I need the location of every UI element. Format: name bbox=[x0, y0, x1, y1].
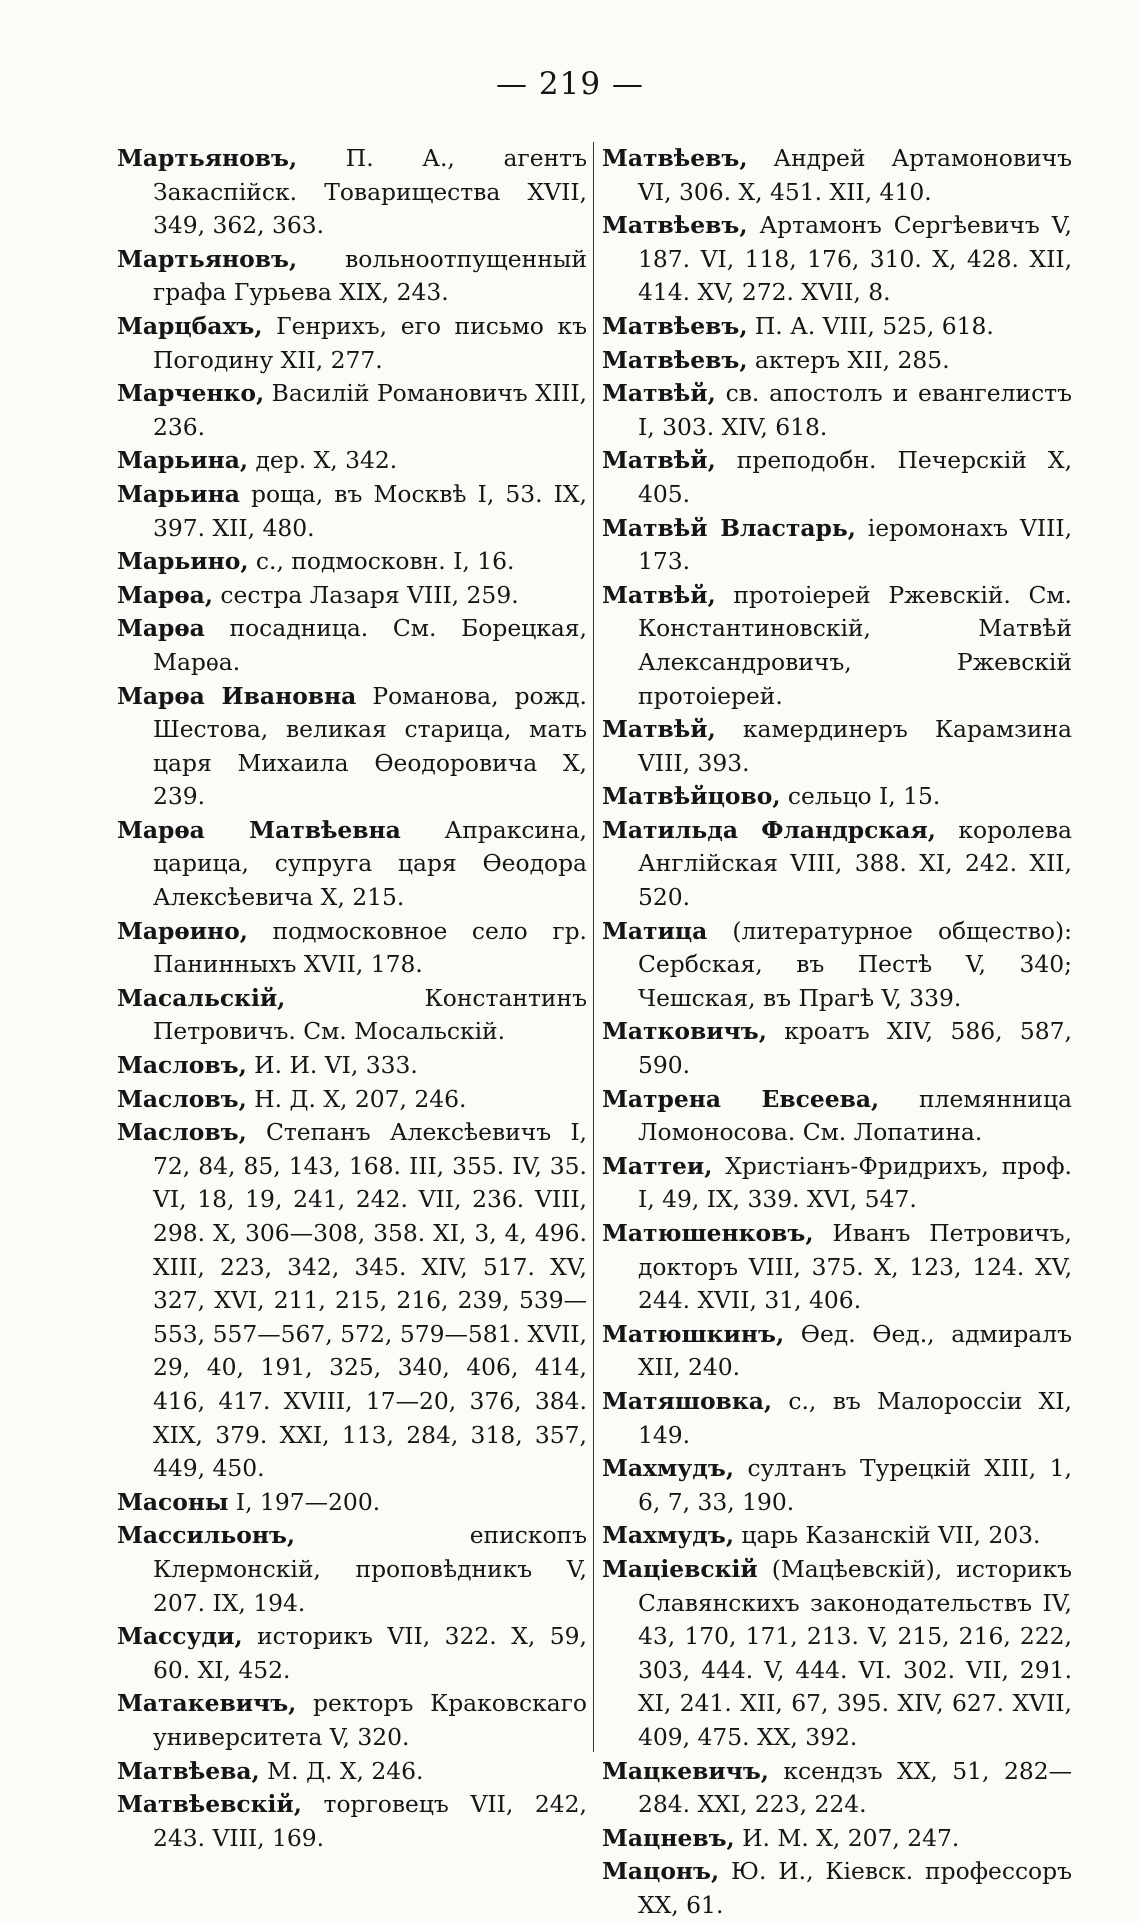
index-entry bbox=[117, 1049, 587, 1083]
entry-text: Степанъ Алексѣевичъ I, 72, 84, 85, 143, 168. III, 355. IV, 35. VI, 18, 19, 241, 242. VII, 236. VIII, 298. X, 306—308, 358. XI, 3, 4, 496. XIII, 223, 342, 345. XIV, 517. XV, 327, XVI, 211, 215, 216, 239, 539—553, 557—567, 572, 579—581. XVII, 29, 40, 191, 325, 340, 406, 414, 416, 417. XVIII, 17—20, 376, 384. XIX, 379. XXI, 113, 284, 318, 357, 449, 450. bbox=[153, 1118, 587, 1483]
entry-text: И. М. X, 207, 247. bbox=[734, 1823, 960, 1852]
entry-headword: Масловъ, bbox=[117, 1118, 247, 1147]
entry-headword: Марченко, bbox=[117, 379, 265, 408]
page-number: — 219 — bbox=[496, 66, 644, 102]
index-entry bbox=[117, 680, 587, 814]
entry-headword: Масальскiй, bbox=[117, 983, 286, 1012]
entry-text: Константинъ Петровичъ. См. Мосальскiй. bbox=[153, 983, 587, 1046]
entry-headword: Матвѣй, bbox=[602, 580, 716, 609]
entry-headword: Массуди, bbox=[117, 1622, 243, 1651]
entry-headword: Матвѣй Властарь, bbox=[602, 513, 856, 542]
entry-text: сельцо I, 15. bbox=[780, 782, 941, 811]
entry-text: царь Казанскiй VII, 203. bbox=[733, 1521, 1041, 1550]
index-entry bbox=[602, 344, 1072, 378]
entry-text: торговецъ VII, 242, 243. VIII, 169. bbox=[153, 1790, 587, 1852]
entry-text: (Мацѣевскiй), историкъ Славянскихъ законодательствъ IV, 43, 170, 171, 213. V, 215, 216, 222, 303, 444. V, 444. VI. 302. VII, 291. XI, 241. XII, 67, 395. XIV, 627. XVII, 409, 475. XX, 392. bbox=[638, 1554, 1072, 1751]
entry-text: преподобн. Печерскiй X, 405. bbox=[638, 446, 1072, 508]
column-divider bbox=[593, 142, 594, 1752]
entry-text: св. апостолъ и евангелистъ I, 303. XIV, 618. bbox=[638, 379, 1072, 441]
entry-headword: Мартьяновъ, bbox=[117, 144, 298, 172]
entry-text: Ѳед. Ѳед., адмиралъ XII, 240. bbox=[638, 1319, 1072, 1382]
index-entry bbox=[602, 1015, 1072, 1082]
entry-headword: Мацкевичъ, bbox=[602, 1756, 769, 1785]
entry-text: Романова, рожд. Шестова, великая старица, мать царя Михаила Ѳеодоровича X, 239. bbox=[153, 681, 587, 811]
index-entry bbox=[602, 377, 1072, 444]
index-entry bbox=[117, 1519, 587, 1620]
index-entry bbox=[602, 1755, 1072, 1822]
entry-headword: Матковичъ, bbox=[602, 1017, 767, 1046]
index-entry bbox=[602, 713, 1072, 780]
entry-headword: Матрена Евсеева, bbox=[602, 1084, 880, 1113]
entry-headword: Махмудъ, bbox=[602, 1454, 734, 1483]
entry-text: посадница. См. Борецкая, Марѳа. bbox=[153, 614, 587, 676]
entry-headword: Масоны bbox=[117, 1487, 229, 1516]
entry-headword: Марцбахъ, bbox=[117, 311, 263, 340]
entry-headword: Матвѣевъ, bbox=[602, 311, 748, 340]
index-entry bbox=[117, 1788, 587, 1855]
index-entry bbox=[117, 612, 587, 679]
entry-headword: Матильда Фландрская, bbox=[602, 815, 936, 844]
index-entry bbox=[602, 915, 1072, 1016]
entry-headword: Масловъ, bbox=[117, 1051, 247, 1080]
entry-text: П. А. VIII, 525, 618. bbox=[747, 311, 994, 340]
entry-headword: Марьина bbox=[117, 479, 240, 508]
index-entry bbox=[602, 579, 1072, 713]
entry-headword: Матвѣй, bbox=[602, 446, 716, 475]
index-entry bbox=[117, 1486, 587, 1520]
entry-headword: Матвѣй, bbox=[602, 379, 716, 408]
index-entry bbox=[602, 1519, 1072, 1553]
index-entry bbox=[602, 1553, 1072, 1755]
entry-text: камердинеръ Карамзина VIII, 393. bbox=[638, 715, 1072, 777]
entry-headword: Матвѣевъ, bbox=[602, 211, 748, 240]
entry-headword: Матвѣевскiй, bbox=[117, 1790, 302, 1819]
entry-text: Ю. И., Кiевск. профессоръ XX, 61. bbox=[638, 1857, 1072, 1919]
index-entry bbox=[602, 1822, 1072, 1856]
index-entry bbox=[117, 1755, 587, 1789]
entry-text: с., въ Малороссiи XI, 149. bbox=[638, 1386, 1072, 1449]
entry-text: протоiерей Ржевскiй. См. Константиновскiй, Матвѣй Александровичъ, Ржевскiй протоiерей. bbox=[638, 580, 1072, 710]
index-entry bbox=[117, 545, 587, 579]
entry-headword: Марѳа Ивановна bbox=[117, 681, 357, 710]
index-entry bbox=[117, 579, 587, 613]
entry-headword: Массильонъ, bbox=[117, 1521, 296, 1550]
index-entry bbox=[602, 1855, 1072, 1922]
index-entry bbox=[117, 310, 587, 377]
entry-text: Христiанъ-Фридрихъ, проф. I, 49, IX, 339. XVI, 547. bbox=[638, 1151, 1072, 1214]
entry-headword: Матюшенковъ, bbox=[602, 1219, 814, 1247]
entry-text: племянница Ломоносова. См. Лопатина. bbox=[638, 1084, 1072, 1147]
index-entry bbox=[602, 1318, 1072, 1385]
entry-headword: Марѳа bbox=[117, 614, 205, 643]
entry-text: королева Англiйская VIII, 388. XI, 242. XII, 520. bbox=[638, 815, 1072, 912]
entry-headword: Маттеи, bbox=[602, 1151, 713, 1180]
entry-text: Апраксина, царица, супруга царя Ѳеодора Алексѣевича X, 215. bbox=[153, 815, 587, 912]
entry-headword: Матвѣева, bbox=[117, 1756, 260, 1785]
entry-text: Иванъ Петровичъ, докторъ VIII, 375. X, 123, 124. XV, 244. XVII, 31, 406. bbox=[638, 1219, 1072, 1315]
entry-text: роща, въ Москвѣ I, 53. IX, 397. XII, 480. bbox=[153, 479, 587, 542]
entry-text: дер. X, 342. bbox=[248, 446, 398, 475]
entry-text: Василiй Романовичъ XIII, 236. bbox=[153, 379, 587, 441]
entry-text: историкъ VII, 322. X, 59, 60. XI, 452. bbox=[153, 1622, 587, 1684]
entry-text: I, 197—200. bbox=[228, 1487, 381, 1516]
entry-headword: Махмудъ, bbox=[602, 1521, 734, 1550]
entry-text: Артамонъ Сергѣевичъ V, 187. VI, 118, 176, 310. X, 428. XII, 414. XV, 272. XVII, 8. bbox=[638, 211, 1072, 307]
entry-headword: Матакевичъ, bbox=[117, 1689, 297, 1718]
index-entry bbox=[602, 1150, 1072, 1217]
entry-headword: Марьино, bbox=[117, 547, 249, 576]
entry-text: вольноотпущенный графа Гурьева XIX, 243. bbox=[153, 244, 587, 307]
right-column bbox=[602, 142, 1072, 1922]
entry-headword: Марѳа Матвѣевна bbox=[117, 815, 401, 844]
index-entry bbox=[117, 1687, 587, 1754]
index-entry bbox=[602, 1452, 1072, 1519]
index-entry bbox=[602, 209, 1072, 310]
index-entry bbox=[117, 377, 587, 444]
index-entry bbox=[602, 512, 1072, 579]
entry-headword: Матвѣевъ, bbox=[602, 345, 748, 374]
index-entry bbox=[117, 814, 587, 915]
entry-headword: Мацонъ, bbox=[602, 1857, 720, 1886]
index-entry bbox=[117, 1083, 587, 1117]
index-entry bbox=[602, 310, 1072, 344]
index-entry bbox=[117, 915, 587, 982]
entry-headword: Матвѣй, bbox=[602, 715, 716, 744]
entry-text: епископъ Клермонскiй, проповѣдникъ V, 207. IX, 194. bbox=[153, 1521, 587, 1617]
entry-headword: Матяшовка, bbox=[602, 1386, 773, 1415]
index-entry bbox=[602, 142, 1072, 209]
entry-text: (литературное общество): Сербская, въ Пестѣ V, 340; Чешская, въ Прагѣ V, 339. bbox=[638, 916, 1072, 1012]
left-column bbox=[117, 142, 587, 1855]
entry-text: подмосковное село гр. Панинныхъ XVII, 178. bbox=[153, 916, 587, 979]
index-entry bbox=[602, 1385, 1072, 1452]
entry-text: сестра Лазаря VIII, 259. bbox=[212, 580, 519, 609]
entry-text: Андрей Артамоновичъ VI, 306. X, 451. XII, 410. bbox=[638, 144, 1072, 206]
entry-text: М. Д. X, 246. bbox=[259, 1756, 424, 1785]
index-entry bbox=[117, 478, 587, 545]
entry-headword: Мартьяновъ, bbox=[117, 244, 298, 273]
entry-headword: Марѳино, bbox=[117, 916, 248, 945]
index-entry bbox=[602, 1083, 1072, 1150]
entry-headword: Марѳа, bbox=[117, 580, 213, 609]
index-entry bbox=[602, 444, 1072, 511]
index-entry bbox=[117, 142, 587, 243]
entry-text: Генрихъ, его письмо къ Погодину XII, 277. bbox=[153, 311, 587, 374]
entry-headword: Мацiевскiй bbox=[602, 1554, 758, 1583]
index-entry bbox=[117, 982, 587, 1049]
entry-text: П. А., агентъ Закаспiйск. Товарищества XVII, 349, 362, 363. bbox=[153, 144, 587, 240]
entry-text: с., подмосковн. I, 16. bbox=[248, 547, 515, 576]
index-entry bbox=[602, 1217, 1072, 1318]
index-entry bbox=[117, 1620, 587, 1687]
entry-text: актеръ XII, 285. bbox=[747, 345, 950, 374]
entry-text: кроатъ XIV, 586, 587, 590. bbox=[638, 1017, 1072, 1080]
entry-headword: Мацневъ, bbox=[602, 1823, 735, 1852]
entry-text: султанъ Турецкiй XIII, 1, 6, 7, 33, 190. bbox=[638, 1454, 1072, 1516]
entry-text: И. И. VI, 333. bbox=[246, 1051, 418, 1080]
index-entry bbox=[602, 780, 1072, 814]
entry-headword: Матица bbox=[602, 916, 708, 945]
index-entry bbox=[602, 814, 1072, 915]
index-entry bbox=[117, 444, 587, 478]
index-entry bbox=[117, 1116, 587, 1486]
entry-text: ректоръ Краковскаго университета V, 320. bbox=[153, 1689, 587, 1751]
entry-headword: Матвѣевъ, bbox=[602, 144, 748, 172]
entry-text: ксендзъ XX, 51, 282—284. XXI, 223, 224. bbox=[638, 1756, 1072, 1819]
entry-text: Н. Д. X, 207, 246. bbox=[246, 1084, 467, 1113]
entry-headword: Матвѣйцово, bbox=[602, 782, 781, 811]
entry-headword: Матюшкинъ, bbox=[602, 1319, 785, 1348]
entry-text: iеромонахъ VIII, 173. bbox=[638, 513, 1072, 576]
entry-headword: Масловъ, bbox=[117, 1084, 247, 1113]
entry-headword: Марьина, bbox=[117, 446, 249, 475]
index-entry bbox=[117, 243, 587, 310]
